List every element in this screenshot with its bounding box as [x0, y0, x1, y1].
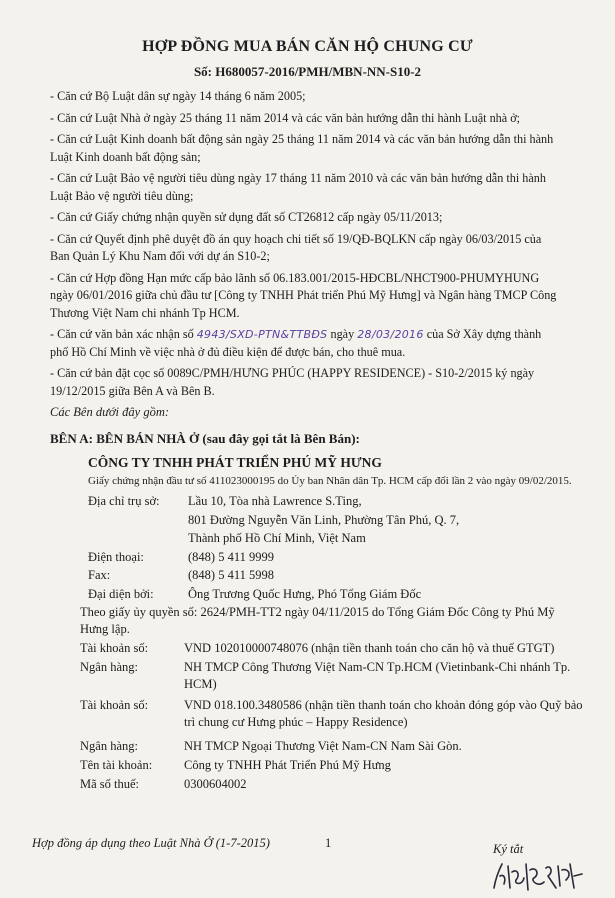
representative-value: Ông Trương Quốc Hưng, Phó Tổng Giám Đốc [188, 587, 422, 601]
document-title: HỢP ĐỒNG MUA BÁN CĂN HỘ CHUNG CƯ [142, 38, 473, 55]
clause-consumer-law: - Căn cứ Luật Bảo vệ người tiêu dùng ngày 17 tháng 11 năm 2010 và các văn bản hướng dẫn thi hành Luật Bảo vệ người tiêu dùng; [50, 171, 546, 203]
tax-code-label: Mã số thuế: [80, 777, 140, 791]
fax-value: (848) 5 411 5998 [188, 568, 274, 582]
clause-sxd-suffix: của Sở Xây dựng thành phố Hồ Chí Minh về việc nhà ở đủ điều kiện để được bán, cho thuê mua. [50, 327, 542, 359]
handwritten-initial-signature [490, 858, 585, 894]
bank1-value: NH TMCP Công Thương Việt Nam-CN Tp.HCM (Vietinbank-Chi nhánh Tp. HCM) [184, 660, 571, 691]
clause-civil-code: - Căn cứ Bộ Luật dân sự ngày 14 tháng 6 năm 2005; [50, 89, 306, 103]
company-name: CÔNG TY TNHH PHÁT TRIỂN PHÚ MỸ HƯNG [88, 455, 382, 470]
clause-sxd-date-label: ngày [330, 327, 355, 341]
initial-label: Ký tắt [493, 842, 524, 856]
clause-housing-law: - Căn cứ Luật Nhà ở ngày 25 tháng 11 năm 2014 và các văn bản hướng dẫn thi hành Luật nhà ở; [50, 110, 521, 125]
clause-deposit: - Căn cứ bản đặt cọc số 0089C/PMH/HƯNG PHÚC (HAPPY RESIDENCE) - S10-2/2015 ký ngày 19/12/2015 giữa Bên A và Bên B. [50, 366, 535, 398]
phone-value: (848) 5 411 9999 [188, 550, 274, 564]
address-line-1: Lầu 10, Tòa nhà Lawrence S.Ting, [188, 494, 362, 508]
account-name-value: Công ty TNHH Phát Triển Phú Mỹ Hưng [184, 758, 391, 772]
footer-note: Hợp đồng áp dụng theo Luật Nhà Ở (1-7-2015) [32, 836, 270, 850]
representative-label: Đại diện bởi: [88, 587, 154, 601]
account1-label: Tài khoản số: [80, 641, 149, 655]
authorization-text: Theo giấy ủy quyền số: 2624/PMH-TT2 ngày 04/11/2015 do Tổng Giám Đốc Công ty Phú Mỹ Hưng lập. [80, 605, 555, 636]
tax-code-value: 0300604002 [184, 777, 247, 791]
parties-intro: Các Bên dưới đây gồm: [50, 405, 170, 419]
clause-real-estate-law: - Căn cứ Luật Kinh doanh bất động sản ngày 25 tháng 11 năm 2014 và các văn bản hướng dẫn thi hành Luật Kinh doanh bất động sản; [50, 132, 554, 164]
phone-label: Điện thoại: [88, 550, 144, 564]
investment-license: Giấy chứng nhận đầu tư số 411023000195 do Ủy ban Nhân dân Tp. HCM cấp đổi lần 2 vào ngày 09/02/2015. [88, 475, 572, 487]
address-line-3: Thành phố Hồ Chí Minh, Việt Nam [188, 531, 366, 545]
clause-sxd-confirmation [50, 326, 560, 361]
clause-land-certificate: - Căn cứ Giấy chứng nhận quyền sử dụng đất số CT26812 cấp ngày 05/11/2013; [50, 210, 443, 224]
address-line-2: 801 Đường Nguyễn Văn Linh, Phường Tân Phú, Q. 7, [188, 513, 460, 527]
address-label: Địa chỉ trụ sở: [88, 494, 160, 508]
bank2-label: Ngân hàng: [80, 739, 138, 753]
clause-planning-decision: - Căn cứ Quyết định phê duyệt đồ án quy hoạch chi tiết số 19/QĐ-BQLKN cấp ngày 06/03/2015 của Ban Quản Lý Khu Nam đối với dự án S10-2; [50, 231, 542, 263]
bank2-value: NH TMCP Ngoại Thương Việt Nam-CN Nam Sài Gòn. [184, 739, 462, 753]
account2-value: VND 018.100.3480586 (nhận tiền thanh toán cho khoản đóng góp vào Quỹ bảo trì chung cư Hưng phúc – Happy Residence) [184, 698, 583, 729]
party-a-heading: BÊN A: BÊN BÁN NHÀ Ở (sau đây gọi tắt là Bên Bán): [50, 431, 360, 446]
clause-guarantee-contract: - Căn cứ Hợp đồng Hạn mức cấp bảo lãnh số 06.183.001/2015-HĐCBL/NHCT900-PHUMYHUNG ngày 06/01/2016 giữa chủ đầu tư [Công ty TNHH Phát triển Phú Mỹ Hưng] và Ngân hàng TMCP Công Thương Việt Nam chi nhánh Tp HCM. [50, 270, 557, 320]
handwritten-document-number: 4943/SXD-PTN&TTBĐS [196, 328, 328, 341]
page-number: 1 [325, 836, 332, 850]
bank1-label: Ngân hàng: [80, 660, 138, 674]
account1-value: VND 102010000748076 (nhận tiền thanh toán cho căn hộ và thuế GTGT) [184, 641, 555, 655]
contract-number: Số: H680057-2016/PMH/MBN-NN-S10-2 [193, 64, 422, 79]
account2-label: Tài khoản số: [80, 698, 149, 712]
account-name-label: Tên tài khoản: [80, 758, 153, 772]
handwritten-date: 28/03/2016 [357, 328, 424, 341]
fax-label: Fax: [88, 568, 111, 582]
legal-basis-list [50, 88, 560, 404]
clause-sxd-prefix: - Căn cứ văn bản xác nhận số [50, 327, 194, 341]
